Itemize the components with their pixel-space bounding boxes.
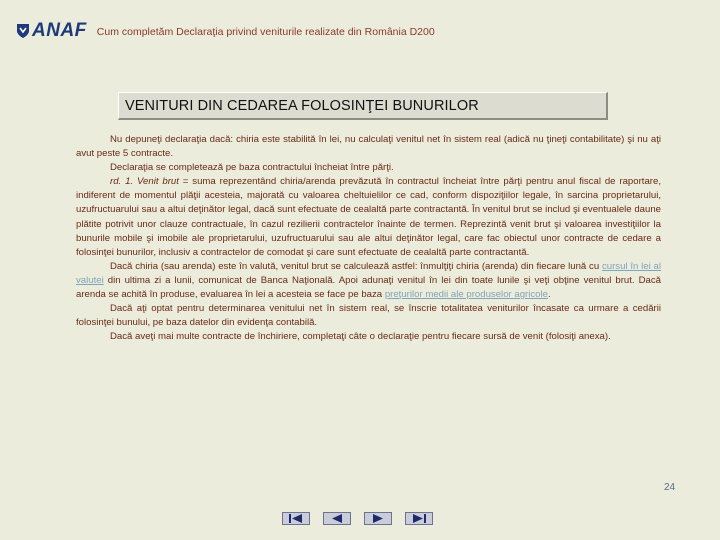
previous-page-button[interactable] <box>323 512 351 525</box>
next-page-button[interactable] <box>364 512 392 525</box>
shield-icon <box>16 23 30 39</box>
paragraph-valuta <box>76 260 661 302</box>
paragraph-sistem-real: Dacă aţi optat pentru determinarea venitului net în sistem real, se înscrie totalitatea veniturilor încasate ca urmare a cedării folosinţei bunului, pe baza datelor din evidenţa contabilă. <box>76 303 661 329</box>
skip-forward-icon <box>410 514 428 523</box>
logo-text: ANAF <box>32 20 87 41</box>
section-title: VENITURI DIN CEDAREA FOLOSINŢEI BUNURILOR <box>125 97 479 114</box>
content-body <box>76 133 661 344</box>
preturi-medii-link[interactable]: preţurilor medii ale produselor agricole <box>384 289 548 301</box>
last-page-button[interactable] <box>405 512 433 525</box>
paragraph-declaratia: Declaraţia se completează pe baza contractului încheiat între părţi. <box>110 162 394 174</box>
venit-brut-label: rd. 1. Venit brut <box>110 176 179 188</box>
valuta-text-a: Dacă chiria (sau arenda) este în valută, venitul brut se calculează astfel: înmulţiţi chiria (arenda) din fiecare lună cu <box>110 260 602 272</box>
slide-navigation <box>282 512 433 525</box>
skip-back-icon <box>287 514 305 523</box>
valuta-text-c: . <box>548 289 551 301</box>
paragraph-nu-depuneti: Nu depuneţi declaraţia dacă: chiria este stabilită în lei, nu calculaţi venitul net în sistem real (adică nu ţineţi contabilitate) şi nu aţi avut peste 5 contracte. <box>76 134 661 160</box>
venit-brut-text: = suma reprezentând chiria/arenda prevăzută în contractul încheiat între părţi pentru anul fiscal de raportare, indiferent de momentul plăţii acesteia, majorată cu valoarea cheltuielilor ce cad, conform dispoziţiilor legale, în sarcina proprietarului, uzufructuarului sau a altui deţinător legal, dacă sunt efectuate de cealaltă parte contractantă. În venitul brut se includ şi eventualele daune plătite potrivit unor clauze contractuale, în cazul rezilierii contractelor înainte de termen. Reprezintă venit brut şi valoarea investiţiilor la bunurile mobile şi imobile ale proprietarului, uzufructuarului sau ale altui deţinător legal, care fac obiectul unor contracte de cedare a folosinţei bunurilor, inclusiv a contractelor de comodat şi care sunt efectuate de cealaltă parte contractantă. <box>76 176 661 258</box>
valuta-text-b: din ultima zi a lunii, comunicat de Banca Naţională. Apoi adunaţi venitul în lei din toate lunile şi veţi obţine venitul brut. Dacă arenda se achită în produse, evaluarea în lei a acesteia se face pe baza <box>76 274 661 301</box>
anaf-logo <box>16 20 87 42</box>
play-forward-icon <box>369 514 387 523</box>
section-title-box <box>118 92 608 120</box>
paragraph-mai-multe-contracte: Dacă aveţi mai multe contracte de închiriere, completaţi câte o declaraţie pentru fiecare sursă de venit (folosiţi anexa). <box>110 331 611 343</box>
header-title: Cum completăm Declaraţia privind veniturile realizate din România D200 <box>96 26 435 38</box>
page-number: 24 <box>664 482 676 493</box>
header <box>16 20 435 42</box>
curs-valutar-link[interactable]: cursul în lei al valutei <box>76 260 662 286</box>
paragraph-venit-brut <box>76 175 661 260</box>
play-back-icon <box>328 514 346 523</box>
first-page-button[interactable] <box>282 512 310 525</box>
